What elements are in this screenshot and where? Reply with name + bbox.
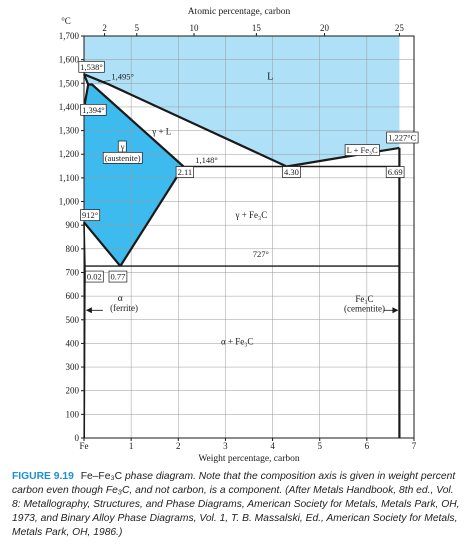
y-tick-label: 1,400 <box>58 101 79 112</box>
top-tick-label: 10 <box>189 23 199 33</box>
caption-lead: Fe–Fe₃C <box>80 471 123 482</box>
label-gamma-Fe3C: γ + Fe₃C <box>235 210 268 221</box>
y-axis-label: °C <box>61 16 71 26</box>
label-211: 2.11 <box>177 167 193 178</box>
y-tick-label: 1,500 <box>58 78 79 89</box>
figure-label: FIGURE 9.19 <box>12 471 74 482</box>
label-alpha-Fe3C: α + Fe₃C <box>220 336 254 347</box>
label-L-Fe3C: L + Fe₃C <box>346 145 378 156</box>
label-1227: 1,227°C <box>388 132 417 143</box>
top-axis-title: Atomic percentage, carbon <box>187 7 291 17</box>
figure-caption <box>12 470 460 540</box>
x-tick-label: Fe <box>79 441 89 451</box>
x-tick-label: 5 <box>317 441 322 451</box>
label-L: L <box>267 71 274 83</box>
x-tick-label: 6 <box>364 441 370 451</box>
y-tick-label: 1,100 <box>58 172 79 183</box>
caption-text: phase diagram. Note that the composition axis is given in weight percent carbon even though Fe₃C, and not carbon, is a component. (After Metals Handbook, 8th ed., Vol. 8: Metallography, Structures, and Phase Diagrams, American Society for Metals, Metals Park, OH, 1973, and Binary Alloy Phase Diagrams, Vol. 1, T. B. Massalski, Ed., American Society for Metals, Metals Park, OH, 1986.) <box>12 471 460 538</box>
label-1495: 1,495° <box>111 71 134 82</box>
y-tick-label: 600 <box>65 291 79 302</box>
y-tick-label: 1,600 <box>58 54 79 65</box>
top-tick-label: 25 <box>394 23 404 33</box>
x-tick-label: 7 <box>411 441 417 451</box>
y-tick-label: 1,700 <box>58 31 79 41</box>
label-430: 4.30 <box>283 167 299 178</box>
top-tick-label: 20 <box>320 23 330 33</box>
label-austenite: (austenite) <box>104 152 141 163</box>
x-tick-label: 3 <box>223 441 228 451</box>
y-tick-label: 500 <box>65 314 79 325</box>
y-tick-label: 100 <box>65 409 79 420</box>
y-tick-label: 1,000 <box>58 196 79 207</box>
y-tick-label: 700 <box>65 267 79 278</box>
label-1538: 1,538° <box>80 61 103 72</box>
label-727: 727° <box>252 249 269 260</box>
x-axis-title: Weight percentage, carbon <box>198 454 300 464</box>
top-tick-label: 2 <box>102 23 107 33</box>
arrowhead-cementite <box>392 307 398 313</box>
y-tick-label: 1,300 <box>58 125 79 136</box>
y-tick-label: 400 <box>65 338 79 349</box>
top-tick-label: 15 <box>251 23 261 33</box>
label-077: 0.77 <box>110 271 126 282</box>
label-912: 912° <box>82 210 99 221</box>
label-669: 6.69 <box>387 167 403 178</box>
arrowhead-ferrite <box>86 307 92 313</box>
label-gamma: γ <box>120 141 125 152</box>
label-cementite: (cementite) <box>344 303 385 314</box>
y-tick-label: 300 <box>65 362 79 373</box>
x-tick-label: 2 <box>176 441 181 451</box>
x-tick-label: 4 <box>270 441 275 451</box>
y-tick-label: 200 <box>65 385 79 396</box>
y-tick-label: 1,200 <box>58 149 79 160</box>
label-ferrite: (ferrite) <box>110 303 139 314</box>
label-Fe3C: Fe₃C <box>355 294 374 305</box>
label-1148: 1,148° <box>195 154 218 165</box>
label-alpha: α <box>117 293 123 304</box>
label-gamma-L: γ + L <box>152 126 172 137</box>
top-tick-label: 5 <box>134 23 140 33</box>
x-tick-label: 1 <box>128 441 134 451</box>
label-002: 0.02 <box>86 271 102 282</box>
y-tick-label: 900 <box>65 220 79 231</box>
y-tick-label: 800 <box>65 243 79 254</box>
label-1394: 1,394° <box>82 104 105 115</box>
y-tick-label: 0 <box>74 433 79 443</box>
